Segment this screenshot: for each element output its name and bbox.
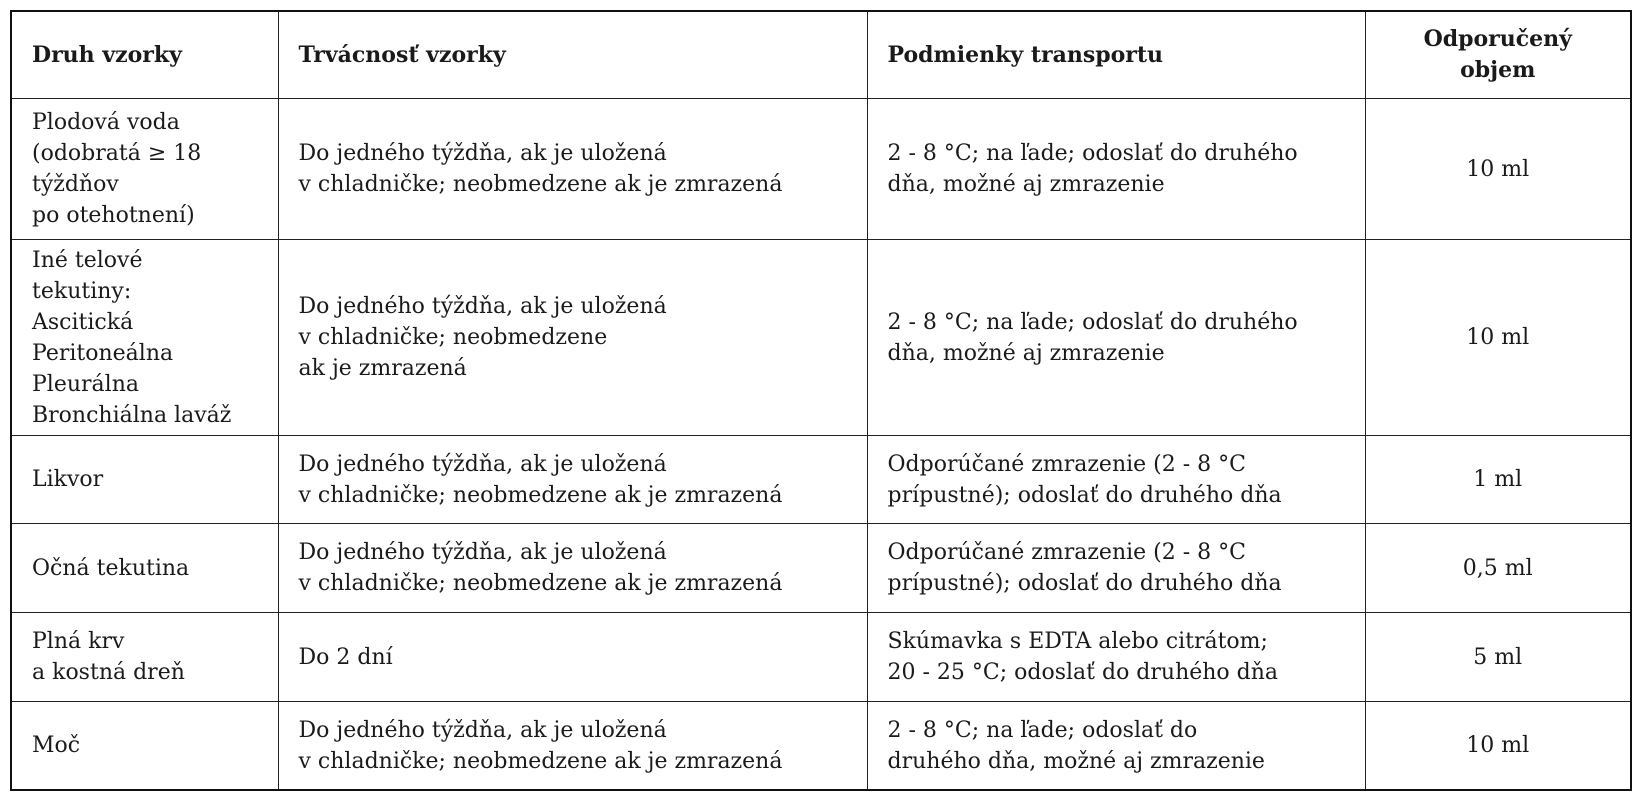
table-body: [11, 99, 1631, 791]
cell-volume: 10 ml: [1365, 99, 1631, 240]
header-recommended-volume: Odporučený objem: [1365, 11, 1631, 99]
cell-sample-type: Moč: [11, 702, 278, 791]
cell-transport: 2 - 8 °C; na ľade; odoslať do druhého dňa, možné aj zmrazenie: [867, 240, 1365, 436]
cell-volume: 0,5 ml: [1365, 524, 1631, 613]
cell-sample-type: Očná tekutina: [11, 524, 278, 613]
cell-durability: Do jedného týždňa, ak je uložená v chladničke; neobmedzene ak je zmrazená: [278, 240, 867, 436]
cell-durability: Do jedného týždňa, ak je uložená v chladničke; neobmedzene ak je zmrazená: [278, 436, 867, 524]
header-sample-type: Druh vzorky: [11, 11, 278, 99]
cell-transport: 2 - 8 °C; na ľade; odoslať do druhého dňa, možné aj zmrazenie: [867, 99, 1365, 240]
table-row: [11, 436, 1631, 524]
cell-transport: Odporúčané zmrazenie (2 - 8 °C prípustné); odoslať do druhého dňa: [867, 524, 1365, 613]
cell-volume: 1 ml: [1365, 436, 1631, 524]
cell-volume: 10 ml: [1365, 240, 1631, 436]
cell-durability: Do jedného týždňa, ak je uložená v chladničke; neobmedzene ak je zmrazená: [278, 702, 867, 791]
cell-sample-type: Iné telové tekutiny: Ascitická Peritoneálna Pleurálna Bronchiálna laváž: [11, 240, 278, 436]
cell-durability: Do jedného týždňa, ak je uložená v chladničke; neobmedzene ak je zmrazená: [278, 99, 867, 240]
sample-requirements-table: [10, 10, 1632, 791]
cell-sample-type: Likvor: [11, 436, 278, 524]
cell-transport: 2 - 8 °C; na ľade; odoslať do druhého dňa, možné aj zmrazenie: [867, 702, 1365, 791]
table-row: [11, 702, 1631, 791]
header-transport-conditions: Podmienky transportu: [867, 11, 1365, 99]
cell-sample-type: Plodová voda (odobratá ≥ 18 týždňov po otehotnení): [11, 99, 278, 240]
cell-sample-type: Plná krv a kostná dreň: [11, 613, 278, 702]
header-sample-durability: Trvácnosť vzorky: [278, 11, 867, 99]
table-row: [11, 240, 1631, 436]
cell-transport: Skúmavka s EDTA alebo citrátom; 20 - 25 °C; odoslať do druhého dňa: [867, 613, 1365, 702]
cell-volume: 5 ml: [1365, 613, 1631, 702]
cell-durability: Do 2 dní: [278, 613, 867, 702]
table-row: [11, 524, 1631, 613]
cell-durability: Do jedného týždňa, ak je uložená v chladničke; neobmedzene ak je zmrazená: [278, 524, 867, 613]
header-row: [11, 11, 1631, 99]
cell-volume: 10 ml: [1365, 702, 1631, 791]
table-row: [11, 613, 1631, 702]
table-header: [11, 11, 1631, 99]
table-row: [11, 99, 1631, 240]
sample-requirements-table-container: [10, 10, 1630, 791]
cell-transport: Odporúčané zmrazenie (2 - 8 °C prípustné); odoslať do druhého dňa: [867, 436, 1365, 524]
